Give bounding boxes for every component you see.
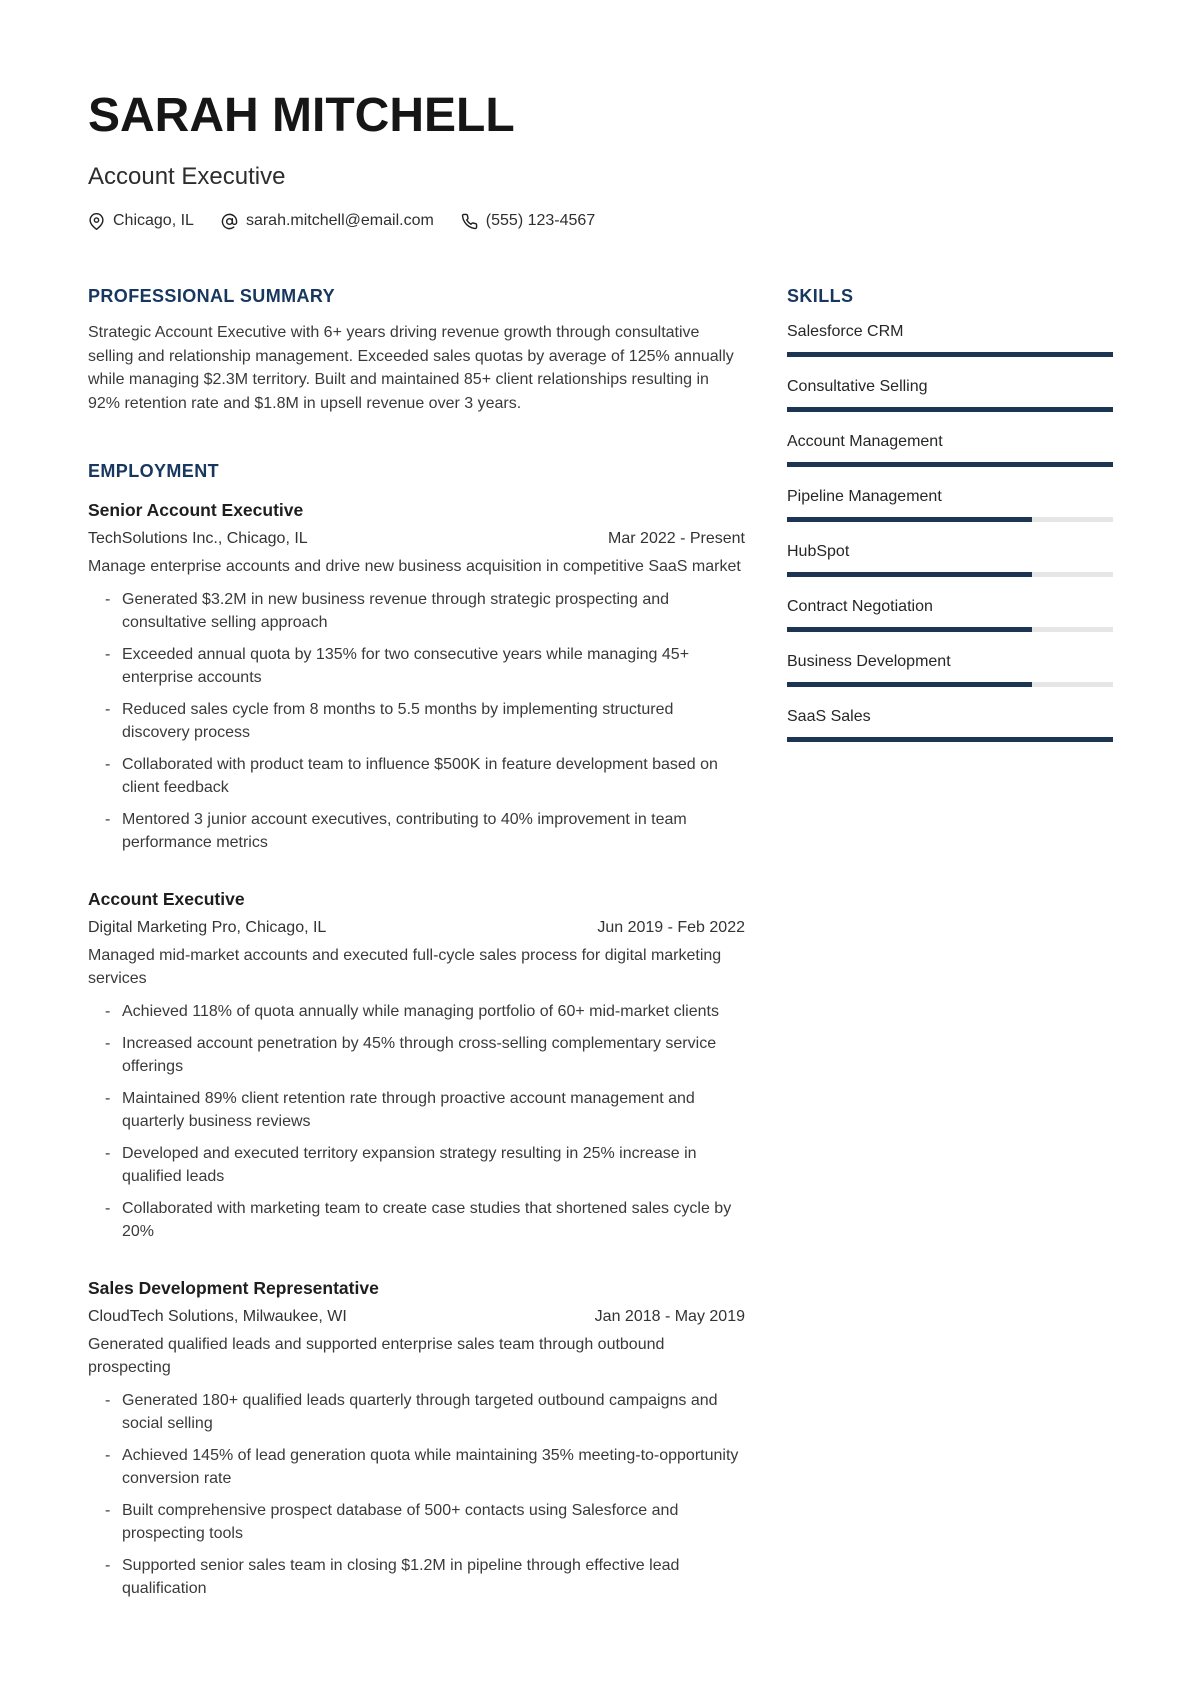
job-meta-row xyxy=(88,919,745,937)
job-dates: Mar 2022 - Present xyxy=(608,530,745,547)
bullet-dash-marker: - xyxy=(105,811,111,828)
bullet-dash-marker: - xyxy=(105,591,111,608)
job-company: TechSolutions Inc., Chicago, IL xyxy=(88,530,308,547)
skill-item xyxy=(787,708,1113,742)
bullet-dash-marker: - xyxy=(105,1447,111,1464)
bullet-dash-marker: - xyxy=(105,1502,111,1519)
job-bullet-list xyxy=(88,1000,745,1243)
resume-header xyxy=(88,89,1113,230)
contact-row xyxy=(88,212,1113,230)
bullet-item xyxy=(88,1000,745,1023)
bullet-dash-marker: - xyxy=(105,1557,111,1574)
bullet-dash-marker: - xyxy=(105,1392,111,1409)
bullet-text: Supported senior sales team in closing $1.2M in pipeline through effective lead qualification xyxy=(122,1557,680,1597)
person-job-title: Account Executive xyxy=(88,163,286,190)
job-entry xyxy=(88,889,745,1243)
bullet-text: Generated 180+ qualified leads quarterly through targeted outbound campaigns and social selling xyxy=(122,1392,718,1432)
bullet-dash-marker: - xyxy=(105,1003,111,1020)
skill-item xyxy=(787,598,1113,632)
job-description: Manage enterprise accounts and drive new business acquisition in competitive SaaS market xyxy=(88,558,741,575)
job-list xyxy=(88,500,745,1600)
bullet-text: Built comprehensive prospect database of 500+ contacts using Salesforce and prospecting tools xyxy=(122,1502,679,1542)
contact-item xyxy=(461,212,595,230)
job-bullet-list xyxy=(88,1389,745,1600)
bullet-item xyxy=(88,1499,745,1545)
person-name: SARAH MITCHELL xyxy=(88,89,515,142)
bullet-dash-marker: - xyxy=(105,1090,111,1107)
job-entry xyxy=(88,1278,745,1600)
summary-text: Strategic Account Executive with 6+ years driving revenue growth through consultative selling and relationship management. Exceeded sales quotas by average of 125% annually while managing $2.3M territory. Built and maintained 85+ client relationships resulting in 92% retention rate and $1.8M in upsell revenue over 3 years. xyxy=(88,324,734,412)
skill-bar-fill xyxy=(787,407,1113,412)
contact-text: sarah.mitchell@email.com xyxy=(245,212,434,229)
skill-bar-fill xyxy=(787,737,1113,742)
skill-label: Consultative Selling xyxy=(787,378,928,395)
bullet-dash-marker: - xyxy=(105,701,111,718)
skill-bar-track xyxy=(787,407,1113,412)
main-column xyxy=(88,286,745,1600)
employment-heading: EMPLOYMENT xyxy=(88,461,220,481)
employment-section xyxy=(88,461,745,1600)
bullet-dash-marker: - xyxy=(105,756,111,773)
summary-section xyxy=(88,286,745,415)
contact-item xyxy=(221,212,434,230)
skill-item xyxy=(787,378,1113,412)
bullet-text: Maintained 89% client retention rate through proactive account management and quarterly business reviews xyxy=(122,1090,695,1130)
skill-bar-track xyxy=(787,517,1113,522)
contact-item xyxy=(88,212,194,230)
skill-label: Account Management xyxy=(787,433,943,450)
skill-bar-track xyxy=(787,737,1113,742)
skill-bar-track xyxy=(787,627,1113,632)
skill-bar-track xyxy=(787,572,1113,577)
bullet-text: Reduced sales cycle from 8 months to 5.5 months by implementing structured discovery process xyxy=(122,701,674,741)
bullet-item xyxy=(88,1142,745,1188)
skill-item xyxy=(787,433,1113,467)
bullet-item xyxy=(88,1389,745,1435)
bullet-item xyxy=(88,1197,745,1243)
job-entry xyxy=(88,500,745,854)
bullet-text: Achieved 145% of lead generation quota while maintaining 35% meeting-to-opportunity conversion rate xyxy=(122,1447,739,1487)
skill-item xyxy=(787,323,1113,357)
skill-bar-track xyxy=(787,682,1113,687)
bullet-item xyxy=(88,753,745,799)
bullet-item xyxy=(88,1032,745,1078)
content-columns xyxy=(88,286,1113,1600)
bullet-text: Mentored 3 junior account executives, contributing to 40% improvement in team performance metrics xyxy=(122,811,687,851)
skill-item xyxy=(787,653,1113,687)
bullet-text: Developed and executed territory expansion strategy resulting in 25% increase in qualified leads xyxy=(122,1145,697,1185)
skill-label: Pipeline Management xyxy=(787,488,942,505)
at-sign-icon xyxy=(221,213,238,230)
skills-sidebar xyxy=(787,286,1113,1600)
job-company: CloudTech Solutions, Milwaukee, WI xyxy=(88,1308,347,1325)
location-pin-icon xyxy=(88,213,105,230)
skill-bar-fill xyxy=(787,462,1113,467)
skill-item xyxy=(787,543,1113,577)
job-title: Sales Development Representative xyxy=(88,1278,379,1298)
skills-heading: SKILLS xyxy=(787,286,854,306)
skill-label: Contract Negotiation xyxy=(787,598,933,615)
bullet-dash-marker: - xyxy=(105,646,111,663)
job-description: Managed mid-market accounts and executed full-cycle sales process for digital marketing services xyxy=(88,947,722,987)
job-dates: Jan 2018 - May 2019 xyxy=(594,1308,745,1325)
skill-bar-fill xyxy=(787,627,1032,632)
job-description: Generated qualified leads and supported enterprise sales team through outbound prospecting xyxy=(88,1336,665,1376)
skill-list xyxy=(787,323,1113,742)
job-title: Senior Account Executive xyxy=(88,500,304,520)
job-dates: Jun 2019 - Feb 2022 xyxy=(597,919,745,936)
contact-text: (555) 123-4567 xyxy=(485,212,596,229)
bullet-item xyxy=(88,643,745,689)
skill-bar-fill xyxy=(787,352,1113,357)
skill-item xyxy=(787,488,1113,522)
skill-label: Business Development xyxy=(787,653,951,670)
skill-bar-track xyxy=(787,462,1113,467)
bullet-text: Generated $3.2M in new business revenue through strategic prospecting and consultative selling approach xyxy=(122,591,670,631)
job-meta-row xyxy=(88,1308,745,1326)
skill-label: SaaS Sales xyxy=(787,708,871,725)
job-bullet-list xyxy=(88,588,745,854)
skill-label: HubSpot xyxy=(787,543,850,560)
bullet-text: Collaborated with product team to influence $500K in feature development based on client feedback xyxy=(122,756,718,796)
bullet-dash-marker: - xyxy=(105,1145,111,1162)
bullet-item xyxy=(88,1444,745,1490)
phone-icon xyxy=(461,213,478,230)
skill-bar-fill xyxy=(787,517,1032,522)
job-meta-row xyxy=(88,530,745,548)
bullet-item xyxy=(88,1554,745,1600)
bullet-text: Increased account penetration by 45% through cross-selling complementary service offerings xyxy=(122,1035,717,1075)
job-title: Account Executive xyxy=(88,889,245,909)
summary-heading: PROFESSIONAL SUMMARY xyxy=(88,286,336,306)
job-company: Digital Marketing Pro, Chicago, IL xyxy=(88,919,327,936)
bullet-text: Achieved 118% of quota annually while managing portfolio of 60+ mid-market clients xyxy=(122,1003,719,1020)
bullet-item xyxy=(88,698,745,744)
skill-bar-fill xyxy=(787,682,1032,687)
bullet-item xyxy=(88,1087,745,1133)
bullet-text: Exceeded annual quota by 135% for two consecutive years while managing 45+ enterprise accounts xyxy=(122,646,690,686)
skill-bar-track xyxy=(787,352,1113,357)
bullet-item xyxy=(88,588,745,634)
skill-bar-fill xyxy=(787,572,1032,577)
bullet-dash-marker: - xyxy=(105,1035,111,1052)
contact-text: Chicago, IL xyxy=(113,212,194,229)
bullet-item xyxy=(88,808,745,854)
bullet-text: Collaborated with marketing team to create case studies that shortened sales cycle by 20% xyxy=(122,1200,732,1240)
bullet-dash-marker: - xyxy=(105,1200,111,1217)
skill-label: Salesforce CRM xyxy=(787,323,904,340)
